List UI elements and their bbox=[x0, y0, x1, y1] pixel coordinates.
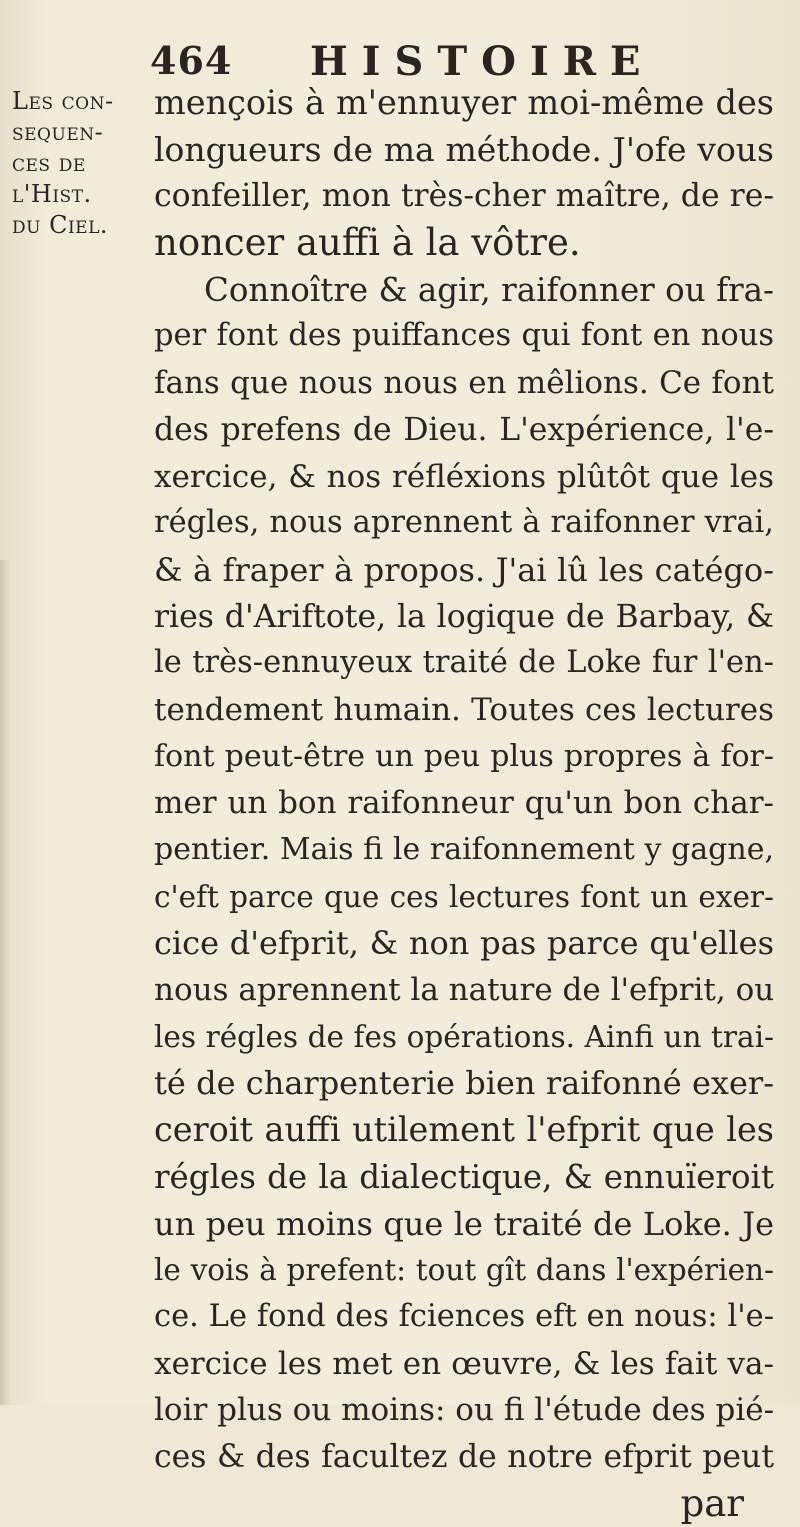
text-line: régles de la dialectique, & ennuïeroit bbox=[154, 1157, 774, 1196]
text-line: font peut-être un peu plus propres à for- bbox=[154, 738, 774, 774]
text-line: per font des puiffances qui font en nous bbox=[154, 318, 774, 354]
text-line: régles, nous aprennent à raifonner vrai, bbox=[154, 505, 774, 541]
text-line: ces & des facultez de notre efprit peut bbox=[154, 1438, 774, 1475]
text-line: le vois à prefent: tout gît dans l'expérien- bbox=[154, 1253, 774, 1288]
text-line: confeiller, mon très-cher maître, de re- bbox=[154, 178, 774, 215]
text-line: & à fraper à propos. J'ai lû les catégo- bbox=[154, 550, 774, 589]
text-line: les régles de fes opérations. Ainfi un trai- bbox=[154, 1019, 774, 1054]
text-line: cice d'efprit, & non pas parce qu'elles bbox=[154, 924, 774, 963]
margin-note-line: sequen- bbox=[12, 118, 104, 146]
margin-note bbox=[12, 86, 162, 241]
text-line: té de charpenterie bien raifonné exer- bbox=[154, 1064, 774, 1103]
text-line: ceroit auffi utilement l'efprit que les bbox=[154, 1110, 774, 1150]
body-text bbox=[154, 80, 774, 1527]
text-line: un peu moins que le traité de Loke. Je bbox=[154, 1204, 774, 1243]
text-line: tendement humain. Toutes ces lectures bbox=[154, 691, 774, 728]
text-line: ries d'Ariftote, la logique de Barbay, & bbox=[154, 598, 774, 635]
text-line: loir plus ou moins: ou fi l'étude des pié- bbox=[154, 1392, 775, 1429]
page-number: 464 bbox=[150, 38, 233, 83]
text-line: c'eft parce que ces lectures font un exer- bbox=[154, 879, 774, 914]
text-line: fans que nous nous en mêlions. Ce font bbox=[154, 365, 774, 402]
text-line: ce. Le fond des fciences eft en nous: l'e- bbox=[154, 1298, 774, 1334]
text-line: xercice, & nos réfléxions plûtôt que les bbox=[154, 458, 774, 495]
margin-note-line: Les con- bbox=[12, 87, 114, 115]
margin-note-line: ces de bbox=[12, 149, 86, 177]
running-title: HISTOIRE bbox=[310, 38, 655, 85]
page-edge-shadow bbox=[0, 560, 10, 1405]
text-line: noncer auffi à la vôtre. bbox=[154, 221, 581, 265]
text-line: longueurs de ma méthode. J'ofe vous bbox=[154, 129, 774, 169]
text-line: mençois à m'ennuyer moi-même des bbox=[154, 83, 774, 122]
text-line: nous aprennent la nature de l'efprit, ou bbox=[154, 972, 775, 1009]
text-line: xercice les met en œuvre, & les fait va- bbox=[154, 1345, 774, 1382]
text-line: des prefens de Dieu. L'expérience, l'e- bbox=[154, 411, 774, 448]
margin-note-line: du Ciel. bbox=[12, 211, 108, 239]
text-line: Connoître & agir, raifonner ou fra- bbox=[204, 270, 774, 309]
margin-note-line: l'Hist. bbox=[12, 180, 92, 208]
text-line: pentier. Mais fi le raifonnement y gagne, bbox=[154, 832, 774, 867]
catchword: par bbox=[680, 1481, 744, 1525]
text-line: mer un bon raifonneur qu'un bon char- bbox=[154, 785, 774, 822]
text-line: le très-ennuyeux traité de Loke fur l'en- bbox=[154, 645, 774, 681]
